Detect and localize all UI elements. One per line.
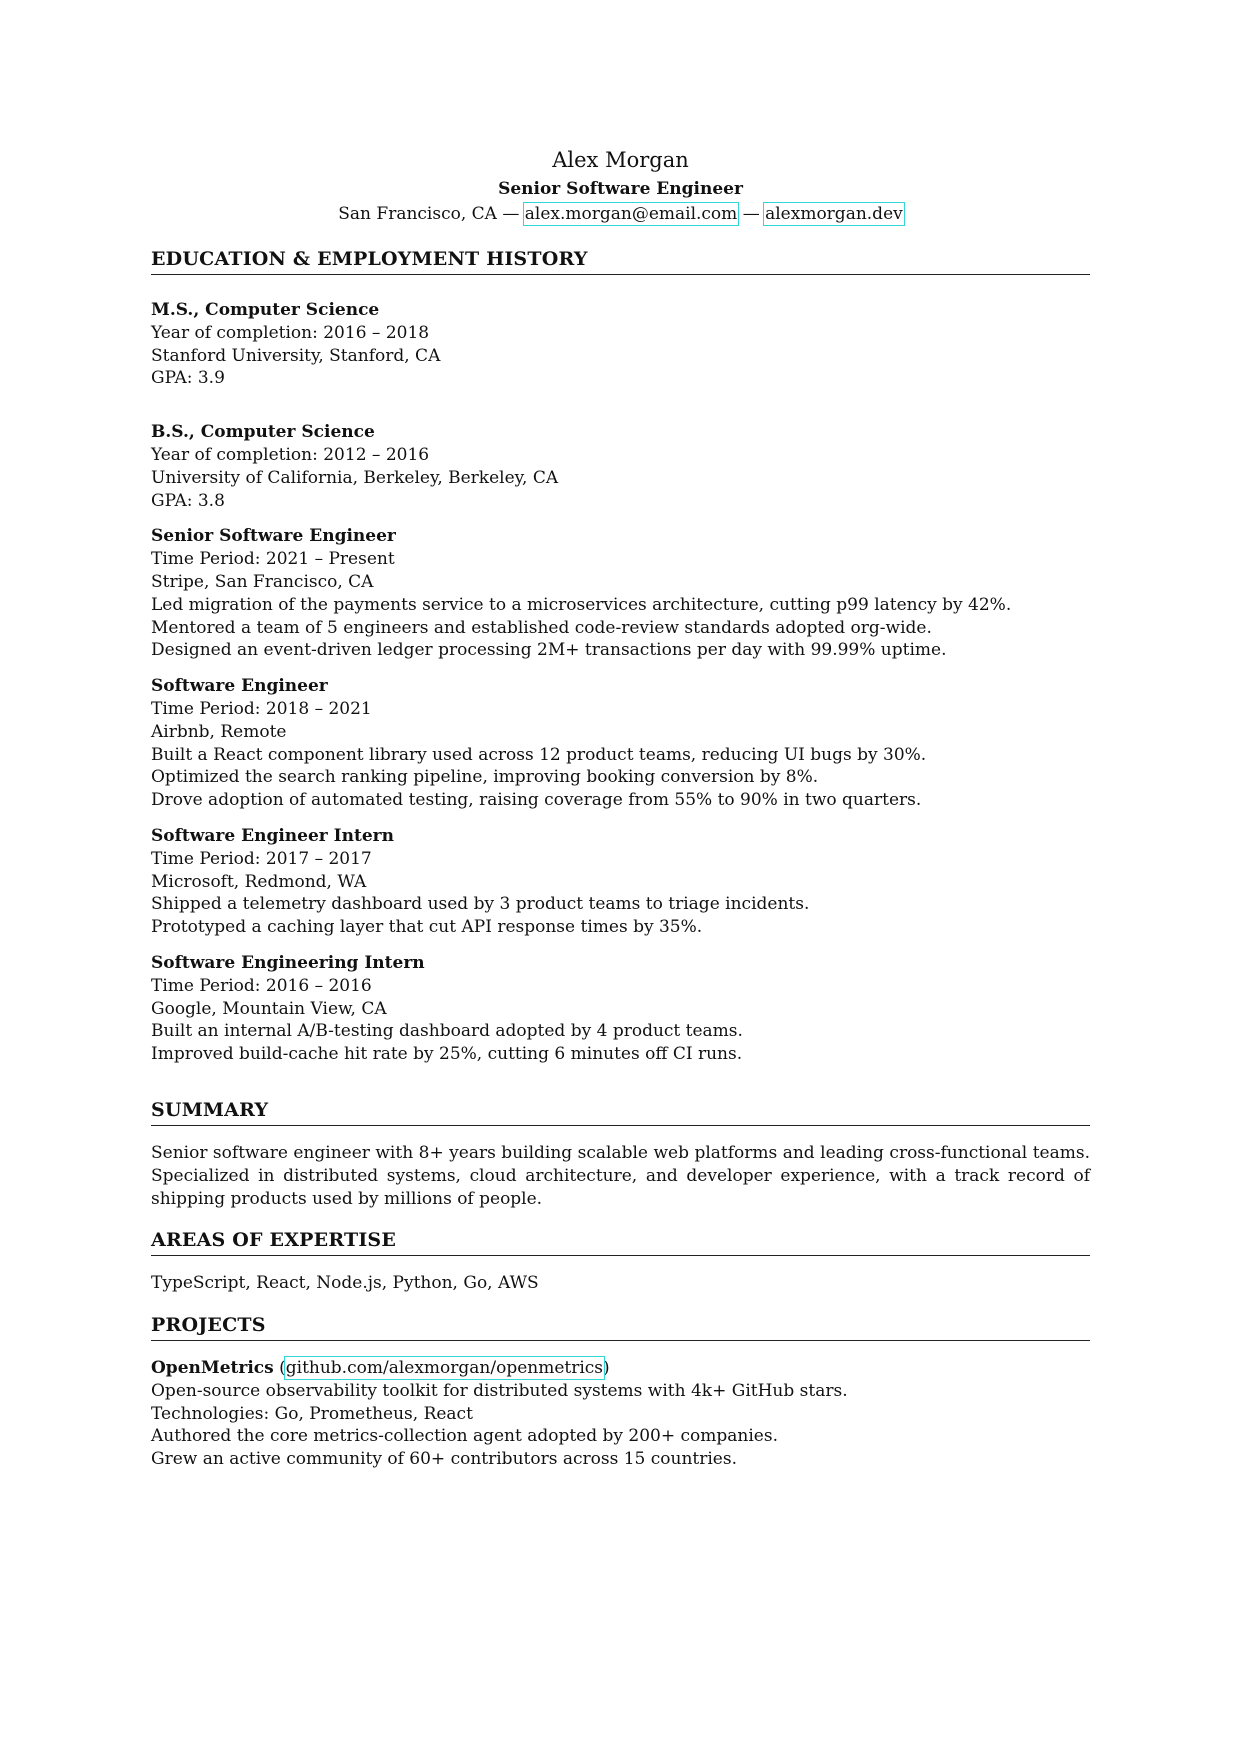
job-bullet: Led migration of the payments service to a microservices architecture, cutting p99 latency by 42%. (151, 594, 1012, 615)
section-heading-summary: SUMMARY (151, 1097, 1090, 1126)
job-bullet: Prototyped a caching layer that cut API response times by 35%. (151, 917, 703, 938)
expertise-text: TypeScript, React, Node.js, Python, Go, AWS (151, 1273, 539, 1294)
separator: — (742, 204, 760, 224)
job-period: Time Period: 2016 – 2016 (151, 975, 372, 996)
job-company: Google, Mountain View, CA (151, 998, 387, 1019)
job-company: Airbnb, Remote (151, 721, 287, 742)
separator: — (502, 204, 520, 224)
job-company: Microsoft, Redmond, WA (151, 871, 367, 892)
candidate-name: Alex Morgan (552, 148, 689, 172)
job-bullet: Shipped a telemetry dashboard used by 3 product teams to triage incidents. (151, 894, 810, 915)
project-heading (151, 1357, 1090, 1380)
degree-period: Year of completion: 2012 – 2016 (151, 444, 430, 465)
job-entry-airbnb (151, 675, 1090, 812)
job-entry-microsoft (151, 825, 1090, 939)
section-heading-projects: PROJECTS (151, 1312, 1090, 1341)
candidate-title: Senior Software Engineer (498, 179, 743, 199)
degree-period: Year of completion: 2016 – 2018 (151, 322, 430, 343)
job-bullet: Improved build-cache hit rate by 25%, cutting 6 minutes off CI runs. (151, 1044, 743, 1065)
job-bullet: Optimized the search ranking pipeline, improving booking conversion by 8%. (151, 767, 819, 788)
education-entry-bs (151, 421, 1090, 512)
job-entry-google (151, 952, 1090, 1066)
project-name: OpenMetrics (151, 1358, 274, 1379)
location: San Francisco, CA (338, 204, 497, 224)
job-bullet: Built an internal A/B-testing dashboard adopted by 4 product teams. (151, 1021, 743, 1042)
degree-school: Stanford University, Stanford, CA (151, 345, 441, 366)
job-period: Time Period: 2021 – Present (151, 549, 395, 570)
project-technologies: Technologies: Go, Prometheus, React (151, 1403, 473, 1424)
job-period: Time Period: 2018 – 2021 (151, 698, 372, 719)
job-period: Time Period: 2017 – 2017 (151, 848, 372, 869)
project-bullet: Authored the core metrics-collection agent adopted by 200+ companies. (151, 1426, 778, 1447)
job-bullet: Built a React component library used across 12 product teams, reducing UI bugs by 30%. (151, 744, 927, 765)
email-link[interactable]: alex.morgan@email.com (524, 204, 738, 224)
resume-header (151, 0, 1090, 226)
job-bullet: Drove adoption of automated testing, raising coverage from 55% to 90% in two quarters. (151, 790, 922, 811)
job-company: Stripe, San Francisco, CA (151, 571, 374, 592)
job-bullet: Mentored a team of 5 engineers and established code-review standards adopted org-wide. (151, 617, 932, 638)
project-link-wrap: (github.com/alexmorgan/openmetrics) (279, 1358, 610, 1379)
resume-page (151, 0, 1090, 1471)
degree-school: University of California, Berkeley, Berkeley, CA (151, 467, 559, 488)
degree-title: M.S., Computer Science (151, 300, 380, 320)
contact-line (151, 202, 1090, 226)
job-entry-stripe (151, 525, 1090, 662)
summary-text: Senior software engineer with 8+ years building scalable web platforms and leading cross-functional teams. Specialized in distributed systems, cloud architecture, and developer experience, with a track record of shipping products used by millions of people. (151, 1142, 1090, 1209)
education-entry-ms (151, 299, 1090, 390)
job-title: Software Engineer Intern (151, 825, 394, 846)
job-bullet: Designed an event-driven ledger processing 2M+ transactions per day with 99.99% uptime. (151, 640, 947, 661)
project-description: Open-source observability toolkit for distributed systems with 4k+ GitHub stars. (151, 1380, 848, 1401)
degree-title: B.S., Computer Science (151, 422, 375, 443)
section-heading-expertise: AREAS OF EXPERTISE (151, 1227, 1090, 1256)
job-title: Senior Software Engineer (151, 526, 396, 547)
project-link[interactable]: github.com/alexmorgan/openmetrics (285, 1358, 604, 1379)
degree-gpa: GPA: 3.9 (151, 368, 225, 389)
degree-gpa: GPA: 3.8 (151, 490, 225, 511)
project-entry (151, 1357, 1090, 1471)
website-link[interactable]: alexmorgan.dev (765, 204, 903, 224)
project-bullet: Grew an active community of 60+ contributors across 15 countries. (151, 1449, 737, 1470)
job-title: Software Engineer (151, 676, 328, 697)
section-heading-history: EDUCATION & EMPLOYMENT HISTORY (151, 246, 1090, 275)
job-title: Software Engineering Intern (151, 952, 425, 973)
